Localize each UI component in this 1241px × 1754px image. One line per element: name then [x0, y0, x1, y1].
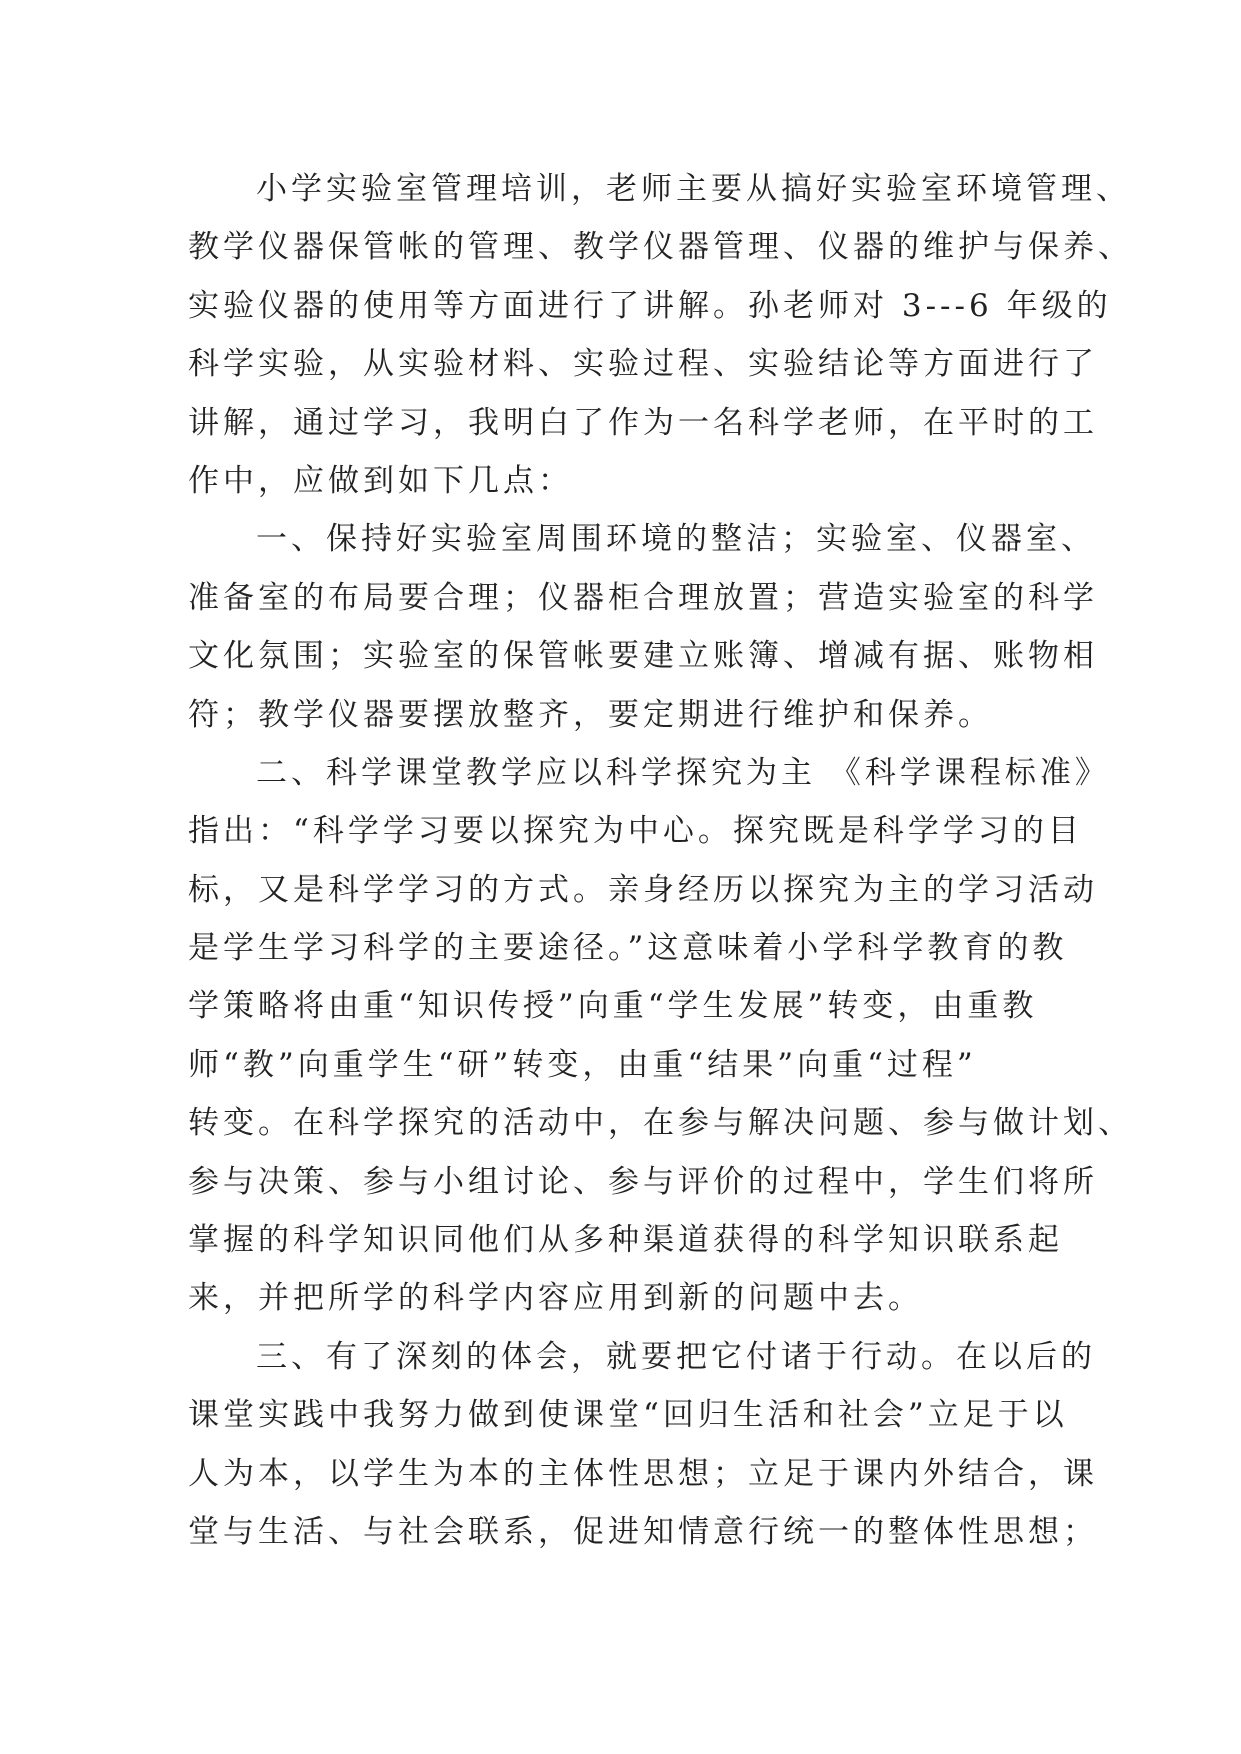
text-line: 科学实验，从实验材料、实验过程、实验结论等方面进行了	[188, 346, 1098, 383]
text-line: 是学生学习科学的主要途径。”这意味着小学科学教育的教	[188, 930, 1068, 967]
text-line: 讲解，通过学习，我明白了作为一名科学老师，在平时的工	[188, 404, 1098, 441]
text-line: 课堂实践中我努力做到使课堂“回归生活和社会”立足于以	[188, 1397, 1068, 1434]
text-line: 学策略将由重“知识传授”向重“学生发展”转变，由重教	[188, 988, 1038, 1025]
text-line: 指出：“科学学习要以探究为中心。探究既是科学学习的目	[188, 813, 1083, 850]
text-line: 准备室的布局要合理；仪器柜合理放置；营造实验室的科学	[188, 579, 1098, 616]
text-line: 师“教”向重学生“研”转变，由重“结果”向重“过程”	[188, 1046, 977, 1083]
text-line: 掌握的科学知识同他们从多种渠道获得的科学知识联系起	[188, 1222, 1063, 1259]
text-line: 实验仪器的使用等方面进行了讲解。孙老师对 3---6 年级的	[188, 287, 1112, 324]
text-line: 符；教学仪器要摆放整齐，要定期进行维护和保养。	[188, 696, 993, 733]
body-text	[188, 160, 1133, 1561]
text-line: 来，并把所学的科学内容应用到新的问题中去。	[188, 1280, 923, 1317]
text-line: 堂与生活、与社会联系，促进知情意行统一的整体性思想；	[188, 1513, 1098, 1550]
text-line: 人为本，以学生为本的主体性思想；立足于课内外结合，课	[188, 1455, 1098, 1492]
text-line: 转变。在科学探究的活动中，在参与解决问题、参与做计划、	[188, 1105, 1133, 1142]
text-line: 一、保持好实验室周围环境的整洁；实验室、仪器室、	[256, 521, 1096, 558]
text-line: 教学仪器保管帐的管理、教学仪器管理、仪器的维护与保养、	[188, 229, 1133, 266]
text-line: 三、有了深刻的体会，就要把它付诸于行动。在以后的	[256, 1338, 1096, 1375]
text-line: 作中，应做到如下几点：	[188, 462, 573, 499]
text-line: 参与决策、参与小组讨论、参与评价的过程中，学生们将所	[188, 1163, 1098, 1200]
text-line: 小学实验室管理培训，老师主要从搞好实验室环境管理、	[256, 171, 1131, 207]
text-line: 标，又是科学学习的方式。亲身经历以探究为主的学习活动	[188, 871, 1098, 908]
text-line: 二、科学课堂教学应以科学探究为主 《科学课程标准》	[256, 754, 1110, 791]
text-line: 文化氛围；实验室的保管帐要建立账簿、增减有据、账物相	[188, 638, 1098, 675]
